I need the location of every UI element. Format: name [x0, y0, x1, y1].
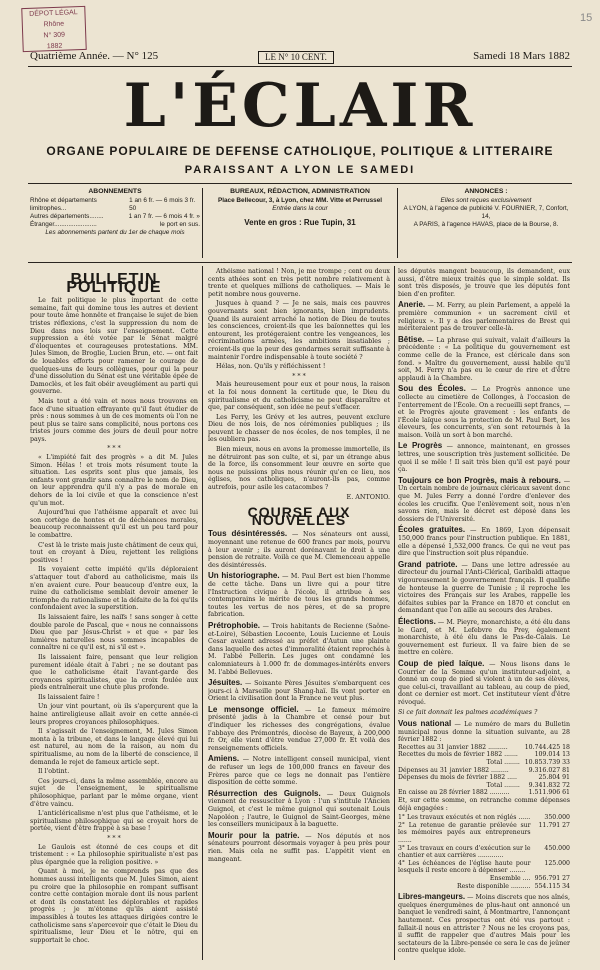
divider — [28, 66, 572, 67]
subscription-label: Autres départements........ — [30, 213, 104, 220]
news-head: Un historiographe. — [208, 571, 280, 581]
news-text: — La phrase qui suivait, valait d'ailleurs la précédente : « La politique du gouvernement est comme celle de la France, est cléricale dans son fond. » Maître du gouvernement, aussi habile qu'il soit, M. Ferry n'a pas eu le cœur de rire et d'être applaudi à la Chambre. — [398, 336, 570, 382]
news-head: Libres-mangeurs. — [398, 892, 466, 902]
masthead-subtitle: ORGANE POPULAIRE DE DEFENSE CATHOLIQUE, POLITIQUE & LITTERAIRE — [46, 144, 554, 158]
finance-label: Dépenses au 31 janvier 1882 ......... — [398, 766, 509, 774]
news-head: Sou des Écoles. — [398, 384, 466, 394]
news-item — [398, 385, 570, 439]
article-paragraph: Ils laissaient faire ! — [38, 693, 100, 701]
finance-value: 956.791 27 — [534, 874, 570, 882]
subscription-note: Les abonnements partent du 1er de chaque mois — [45, 229, 185, 236]
column-divider — [202, 266, 203, 960]
advertising-note: Elles sont reçues exclusivement — [440, 197, 532, 204]
news-head: Le Progrès — [398, 441, 443, 451]
news-item — [208, 790, 390, 829]
news-head: Anerie. — [398, 300, 426, 310]
news-text: — En 1869, Lyon dépensait 150,000 francs pour l'instruction publique. En 1881, elle a dépensé 1,532,000 francs. Ce qui ne veut pas dire que l'instruction soit plus répandue. — [398, 527, 570, 558]
divider — [397, 188, 398, 258]
finance-label: 1° Les travaux exécutés et non réglés ...... — [398, 814, 531, 822]
subscription-price: 1 an 6 fr. — 6 mois 3 fr. 50 — [129, 197, 196, 212]
finance-table-committed — [398, 814, 570, 890]
finance-label: Ensemble .... — [489, 874, 531, 882]
separator-stars: * * * — [107, 445, 121, 453]
finance-row — [398, 751, 570, 759]
news-item — [398, 336, 570, 383]
subscription-label: Rhône et départements limitrophes... — [30, 197, 97, 212]
divider — [202, 188, 203, 258]
finance-label: 4° Les échéances de l'église haute pour lesquels il reste encore à dépenser ........ — [398, 859, 531, 875]
finance-note: Et, sur cette somme, on retranche comme dépenses déjà engagées : — [398, 797, 570, 812]
finance-row — [398, 744, 570, 752]
divider — [28, 262, 572, 263]
finance-value: 554.115 34 — [534, 882, 570, 890]
news-item — [398, 893, 570, 955]
masthead-frequency: PARAISSANT A LYON LE SAMEDI — [184, 164, 416, 176]
news-text: — Dans une lettre adressée au directeur du journal l'Anti-Clérical, Garibaldi attaque vigoureusement le gouvernement français. Il qualifie de honteuse la guerre de Tunisie ; il reproche les victoires des Français sur les Arabes, rappelle les défaites subies par la France en 1870 et conclut en demandant que l'on aille au secours des Arabes. — [398, 561, 570, 615]
subscription-price: le port en sus. — [159, 221, 200, 228]
article-paragraph: Hélas, non. Qu'ils y réfléchissent ! — [216, 363, 326, 371]
finance-row — [398, 767, 570, 775]
legal-deposit-stamp — [21, 6, 86, 52]
subscriptions-title: ABONNEMENTS — [88, 188, 142, 195]
finance-label: Total ........ — [486, 759, 520, 767]
news-text: — Soixante Pères Jésuites s'embarquent ces jours-ci à Marseille pour Shang-haï. Ils vont porter en Orient la civilisation dont la France ne veut plus. — [208, 680, 390, 703]
news-text: — Nos députés et nos sénateurs pourront désormais voyager à peu près pour rien. Mais cela ne suffit pas. L'appétit vient en mangeant. — [208, 832, 390, 863]
finance-label: Dépenses du mois de février 1882 ..... — [398, 774, 517, 782]
issue-number: Quatrième Année. — N° 125 — [30, 50, 159, 62]
news-text: — Le Progrès annonce une collecte au cimetière de Collonges, à l'occasion de l'enterrement de l'École. On a recueilli sept francs, — et le Progrès ajoute gravement : les enfants de l'École laïque sous la protection de M. Paul Bert, les éleveurs, les concurrents, s'en sont retournés à la maison. Voilà un sort à bon marché. — [398, 386, 570, 439]
finance-label: Total ........ — [486, 781, 520, 789]
finance-label: Reste disponible .......... — [456, 882, 531, 890]
news-item — [398, 526, 570, 557]
finance-label: Recettes au 31 janvier 1882 .......... — [398, 743, 508, 751]
issue-line — [30, 50, 570, 64]
finance-value: 10.853.739 33 — [524, 759, 570, 767]
finance-row — [398, 814, 570, 822]
advertising-paris: A PARIS, à l'agence HAVAS, place de la Bourse, 8. — [413, 221, 559, 228]
article-paragraph: Bien mieux, nous en avons la promesse immortelle, ils ne détruiront pas son culte, et si, par un étrange abus de la force, ils consomment leur œuvre en sorte que nous ne puissions plus nous réunir qu'en ce lieu, nos églises, nos catholiques, n'auront-ils pas, comme autrefois, pour asile les catacombes ? — [208, 446, 390, 492]
news-text: — M. Paul Bert est bien l'homme de cette tâche. Dans un livre qui a pour titre l'Instruction civique à l'école, il attribue à ses contemporains le mérite de tous les grands hommes, toutes les vertus de nos pères, et de sa propre fabrication. — [208, 573, 390, 619]
section-title: COURSE AUX NOUVELLES — [247, 504, 351, 528]
finance-value: 450.000 — [544, 844, 570, 852]
stamp-line: N° 309 — [43, 31, 66, 40]
news-item — [398, 561, 570, 615]
column-course-aux-nouvelles — [208, 268, 390, 863]
finance-table — [398, 744, 570, 797]
news-head: Grand patriote. — [398, 559, 458, 569]
finance-value: 10.744.425 18 — [524, 743, 570, 751]
article-paragraph: Il s'agissait de l'enseignement, M. Jules Simon monta à la tribune, et dans le langage élevé qui lui est naturel, au nom de la raison, au nom du spiritualisme, au nom de la liberté de conscience, il demanda le rejet de fameux article sept. — [30, 728, 198, 766]
news-item — [398, 709, 570, 717]
finance-value: 109.014 13 — [534, 751, 570, 759]
article-paragraph: Ces jours-ci, dans la même assemblée, encore au sujet de l'enseignement, le spiritualisme philosophique, parlant par le même organe, vient d'être vaincu. — [30, 777, 198, 808]
news-head: Écoles gratuites. — [398, 525, 466, 535]
subscription-label: Étranger........................ — [30, 221, 97, 228]
divider — [28, 183, 572, 184]
news-item — [398, 618, 570, 657]
news-item — [208, 832, 390, 863]
stamp-line: 1882 — [46, 42, 63, 51]
finance-row — [398, 759, 570, 767]
separator-stars: * * * — [292, 372, 306, 380]
news-item — [398, 660, 570, 707]
news-text: — Le numéro de mars du Bulletin municipal nous donne la situation suivante, au 28 février 1882 : — [398, 721, 570, 744]
stamp-line: DÉPOT LÉGAL — [29, 9, 78, 18]
article-paragraph: Ils laissaient faire, les naïfs ! sans songer à cette double parole de Pascal, que « nous ne connaissons Dieu que par Jésus-Christ » et que « par les lumières naturelles nous sommes incapables de connaître ni ce qu'il est, ni s'il est ». — [30, 613, 198, 652]
news-text: — annonce, maintenant, en grosses lettres, une souscription très justement sollicitée. De quoi il se mêle ! Il sait très bien qu'il est payé pour ça. — [398, 443, 570, 474]
offices-note: Entrée dans la cour — [272, 205, 328, 212]
column-bulletin-politique — [30, 268, 198, 946]
finance-value: 350.000 — [544, 814, 570, 822]
stamp-line: Rhône — [43, 20, 65, 29]
wholesale-address: Vente en gros : Rue Tupin, 31 — [244, 218, 356, 227]
separator-stars: * * * — [107, 834, 121, 842]
news-item — [208, 572, 390, 619]
offices-title: BUREAUX, RÉDACTION, ADMINISTRATION — [230, 188, 370, 195]
finance-row — [398, 860, 570, 875]
news-item — [208, 755, 390, 786]
finance-row — [398, 875, 570, 883]
finance-value: 11.791 27 — [538, 821, 570, 829]
finance-value: 25.804 91 — [538, 774, 570, 782]
article-paragraph: Ils laissaient faire, pensant que leur religion purement idéale était à l'abri ; ne se doutant pas que le catholicisme était l'avant-garde des croyances spiritualistes, que la croix foulée aux pieds entraînerait une chute plus profonde. — [30, 653, 198, 692]
news-text: — M. Ferry, au plein Parlement, a appelé la première communion « un sacrement civil et religieux ». Il y a des parlementaires de Brest qui mériteraient pas de trouver celle-là. — [398, 302, 570, 333]
news-item — [398, 477, 570, 524]
subscriptions-box — [30, 188, 200, 260]
news-text: — Nos sénateurs ont aussi, moyennant une retenue de 600 francs par mois, pourvu à leur avenir ; ils auront dorénavant le droit à une pension de retraite. Voilà ce que M. Clemenceau appelle des désintéressés. — [208, 531, 390, 569]
article-paragraph: Un jour vint pourtant, où ils s'aperçurent que la haine antireligieuse allait avoir en cette année-ci leurs propres croyances philosophiques. — [30, 703, 198, 726]
finance-label: 2° La retenue de garantie prélevée sur les mémoires payés aux entrepreneurs ....... — [398, 821, 531, 844]
news-item — [208, 530, 390, 569]
news-head: Tous désintéressés. — [208, 529, 288, 539]
news-text: — M. Pieyre, monarchiste, a été élu dans le Gard, et M. Lefebvre du Prey, également monarchiste, à été élu dans le Pas-de-Calais. Le gouvernement est furieux. Il va faire bien de se mettre en colère. — [398, 618, 570, 657]
finance-label: En caisse au 28 février 1882 .......... — [398, 789, 510, 797]
news-item — [208, 622, 390, 676]
news-text: — Trois habitants de Recienne (Saône-et-Loire), Sébastien Locoente, Louis Lucienne et Louis Cesar avaient adressé au préfet d'Autun une plainte dans laquelle des actes d'immoralité étaient reprochés à M. l'abbé Pellerin. Les juges ont condamné les calomniateurs à 1.000 fr. de dommages-intérêts envers M. l'abbé Bellevues. — [208, 622, 390, 676]
article-paragraph: Jusques à quand ? — Je ne sais, mais ces pauvres gouvernants sont bien ignorants, bien imprudents. Quand ils auraient arraché la notion de Dieu de toutes les consciences, croient-ils que les baïonnettes qui les entourent, les protégeraient contre les vengeances, les récriminations armées, les ambitions insatiables ; croient-ils que la peur des gendarmes serait suffisante à maintenir l'ordre indispensable à toute société ? — [208, 300, 390, 361]
news-text: — Notre intelligent conseil municipal, vient de refuser un legs de 100,000 francs en faveur des Frères parce que ce legs ne donnait pas l'entière disposition de cette somme. — [208, 756, 390, 787]
news-head: Amiens. — [208, 754, 240, 764]
news-head: Résurrection des Guignols. — [208, 788, 321, 798]
article-paragraph: Quant à moi, je ne comprends pas que des hommes aussi intelligents que M. Jules Simon, aient pu croire que la philosophie en rompant suffisant contre cette contagion morale dont ils nous parlent et dont ils constatent les déplorables et rapides progrès ; je m'étonne qu'ils aient assisté impassibles à toutes les attaques dirigées contre le catholicisme sans s'apercevoir que c'était le Dieu du spiritualisme, leur Dieu et le nôtre, qui en supportait le choc. — [30, 868, 198, 944]
finance-row — [398, 845, 570, 860]
news-head: Vous national — [398, 719, 452, 729]
news-text: — Moins discrets que nos aînés, quelques énergumènes de plus-haut ont annoncé un banquet le vendredi saint, à Montmartre, l'annonçant hautement. Ces prospectus ont été vus partout : fallait-il nous en attrister ? Nous ne les croyons pas, il suffit de rappeler que d'autres Mais pour les sectateurs de la Libre-pensée ce sera le cas de jeûner contre quelque idole. — [398, 894, 570, 955]
news-head: Coup de pied laïque. — [398, 658, 485, 668]
article-paragraph: les députés mangent beaucoup, ils demandent, eux aussi, d'être mieux traités que le simple soldat. Ils sont très disposés, je trouve que les députés font bien d'en profiter. — [398, 268, 570, 298]
subscription-row — [30, 197, 200, 213]
offices-box — [205, 188, 395, 260]
finance-label: 3° Les travaux en cours d'exécution sur le chantier et aux carrières ............. — [398, 844, 531, 860]
news-item — [208, 706, 390, 753]
advertising-title: ANNONCES : — [464, 188, 508, 195]
article-paragraph: Le Gaulois est étonné de ces coups et dit tristement : « La philosophie spiritualiste n'est pas plus épargnée que la religion positive. » — [30, 843, 198, 866]
article-paragraph: L'anticléricalisme n'est plus que l'athéisme, et le spiritualisme philosophique qui se croyait hors de portée, vient d'être frappé à sa base ! — [30, 810, 198, 833]
article-paragraph: « L'impiété fait des progrès » a dit M. Jules Simon. Hélas ! et trois mots résument toute la situation. Les esprits sont plus que jamais, les enfants vont grandir sans connaître le nom de Dieu, on leur apprendra qu'il n'y a pas de morale en dehors de la loi civile et que la conscience n'est qu'un mot. — [30, 454, 198, 507]
advertising-lyon: A LYON, à l'agence de publicité V. FOURNIER, 7, Confort, 14, — [403, 205, 569, 220]
subscription-row — [30, 213, 200, 221]
news-text: — Deux Guignols viennent de ressusciter à Lyon : l'un s'intitule l'Ancien Guignol, et c'est le même guignol qui soutenait Louis Napoléon ; l'autre, le Guignol de Saint-Georges, mène les conseillers municipaux à la baguette. — [208, 790, 390, 829]
masthead-title: L'ÉCLAIR — [123, 71, 477, 141]
finance-row — [398, 789, 570, 797]
article-paragraph: C'est là le triste mais juste châtiment de ceux qui, tout en croyant à Dieu, rejettent les religions positives ! — [30, 541, 198, 564]
article-paragraph: Mais heureusement pour eux et pour nous, la raison et la foi nous donnent la certitude que, le Dieu du spiritualisme et du catholicisme ne peut disparaître et que, par conséquent, son idée ne peut s'effacer. — [208, 381, 390, 412]
issue-price: LE N° 10 CENT. — [258, 51, 334, 64]
finance-row — [398, 822, 570, 845]
news-head: Prétrophobie. — [208, 620, 261, 630]
article-paragraph: Le fait politique le plus important de cette semaine, fait qui domine tous les autres et devient pour toute âme honnête et française le sujet de bien tristes réflexions, c'est la suppression du nom de Dieu dans nos lois sur l'enseignement. Cette suppression a été votée par le Sénat malgré d'éloquentes et courageuses protestations. MM. Jules Simon, de Broglie, Lucien Brun, etc. — ont fait de louables efforts pour ramener le courage de quelques-uns de leurs collègues, pour qui la peur d'une dissolution du Sénat est une véritable épée de Damoclès, et les fait obéir aveuglément au parti qui gouverne. — [30, 297, 198, 396]
finance-row — [398, 774, 570, 782]
subscription-price: 1 an 7 fr. — 6 mois 4 fr. » — [128, 213, 200, 220]
finance-value: 125.000 — [544, 859, 570, 867]
subscription-row — [30, 221, 200, 229]
news-text: — Un certain nombre de journaux cléricaux savent donc que M. Jules Ferry a donné l'ordre d'enlever des écoles les crucifix. Que l'enlèvement soit, nous n'en savons rien, mais le décret est déposé dans les dossiers de l'Université. — [398, 477, 570, 523]
section-title: BULLETIN POLITIQUE — [66, 271, 162, 296]
news-head: Élections. — [398, 616, 436, 626]
news-text: Si ce fait donnait les palmes académiques ? — [398, 709, 538, 717]
advertising-box — [400, 188, 572, 260]
news-item — [398, 301, 570, 332]
news-text: — Nous lisons dans le Courrier de la Somme qu'un instituteur-adjoint, a donné un coup de pied si violent à un de ses élèves, que celui-ci, travaillant au tableau, au coup de pied, dont ce dernier est mort. Cet instituteur vient d'être révoqué. — [398, 660, 570, 706]
issue-date: Samedi 18 Mars 1882 — [473, 50, 570, 62]
article-paragraph: Athéisme national ! Non, je me trompe ; cent ou deux cents athées sont en très petit nombre relativement à trente et quelques millions de catholiques. — Mais le petit nombre nous gouverne. — [208, 268, 390, 298]
column-news-continued — [398, 268, 570, 955]
news-head: Bêtise. — [398, 334, 425, 344]
finance-row — [398, 782, 570, 790]
finance-value: 9.316.027 81 — [528, 766, 570, 774]
news-item — [208, 679, 390, 703]
finance-row — [398, 883, 570, 891]
article-signature: E. ANTONIO. — [346, 492, 390, 501]
news-item — [398, 720, 570, 744]
article-paragraph: Aujourd'hui que l'athéisme apparaît et avec lui son cortège de hontes et de déchéances morales, beaucoup reconnaissent qu'il est un peu tard pour le combattre. — [30, 509, 198, 539]
finance-value: 9.341.832 72 — [528, 781, 570, 789]
news-text: — Le fameux mémoire présenté jadis à la Chambre et censé pour but d'indiquer les richesses des congrégations, évalue l'abbaye des Prémontrés, diocèse de Bayeux, à 200,000 fr. Or, elle vient d'être vendue 27,000 fr. Et voilà des renseignements officiels. — [208, 706, 390, 752]
article-paragraph: Ils voyaient cette impiété qu'ils déploraient s'attaquer tout d'abord au catholicisme, mais ils n'en avaient cure. Pour beaucoup d'entre eux, la ruine du catholicisme semblait devoir amener le triomphe du rationalisme et la défaite de la foi qu'ils confondaient avec la superstition. — [30, 566, 198, 612]
finance-label: Recettes du mois de février 1882 ....... — [398, 751, 518, 759]
article-paragraph: Les Ferry, les Grévy et les autres, peuvent exclure Dieu de nos lois, de nos cérémonies publiques ; ils peuvent le chasser de nos écoles, de nos temples, il ne les oubliera pas. — [208, 413, 390, 444]
article-paragraph: Il l'obtint. — [38, 768, 70, 776]
pencil-mark: 15 — [580, 12, 593, 24]
news-head: Mourir pour la patrie. — [208, 830, 300, 840]
news-head: Le mensonge officiel. — [208, 704, 299, 714]
article-paragraph: Mais tout a été vain et nous nous trouvons en face d'une situation effrayante qu'il faut étudier de près : nous sommes à un de ces moments où l'on ne peut plus se taire sans complicité, nous portons ces tristes jours comme des jours de deuil pour notre pays. — [30, 397, 198, 443]
offices-address: Place Bellecour, 3, à Lyon, chez MM. Vitte et Perrussel — [217, 197, 383, 204]
news-item — [398, 442, 570, 473]
finance-value: 1.511.906 61 — [528, 789, 570, 797]
news-head: Toujours ce bon Progrès, mais à rebours. — [398, 475, 561, 485]
news-head: Jésuites. — [208, 678, 243, 688]
column-divider — [394, 266, 395, 960]
